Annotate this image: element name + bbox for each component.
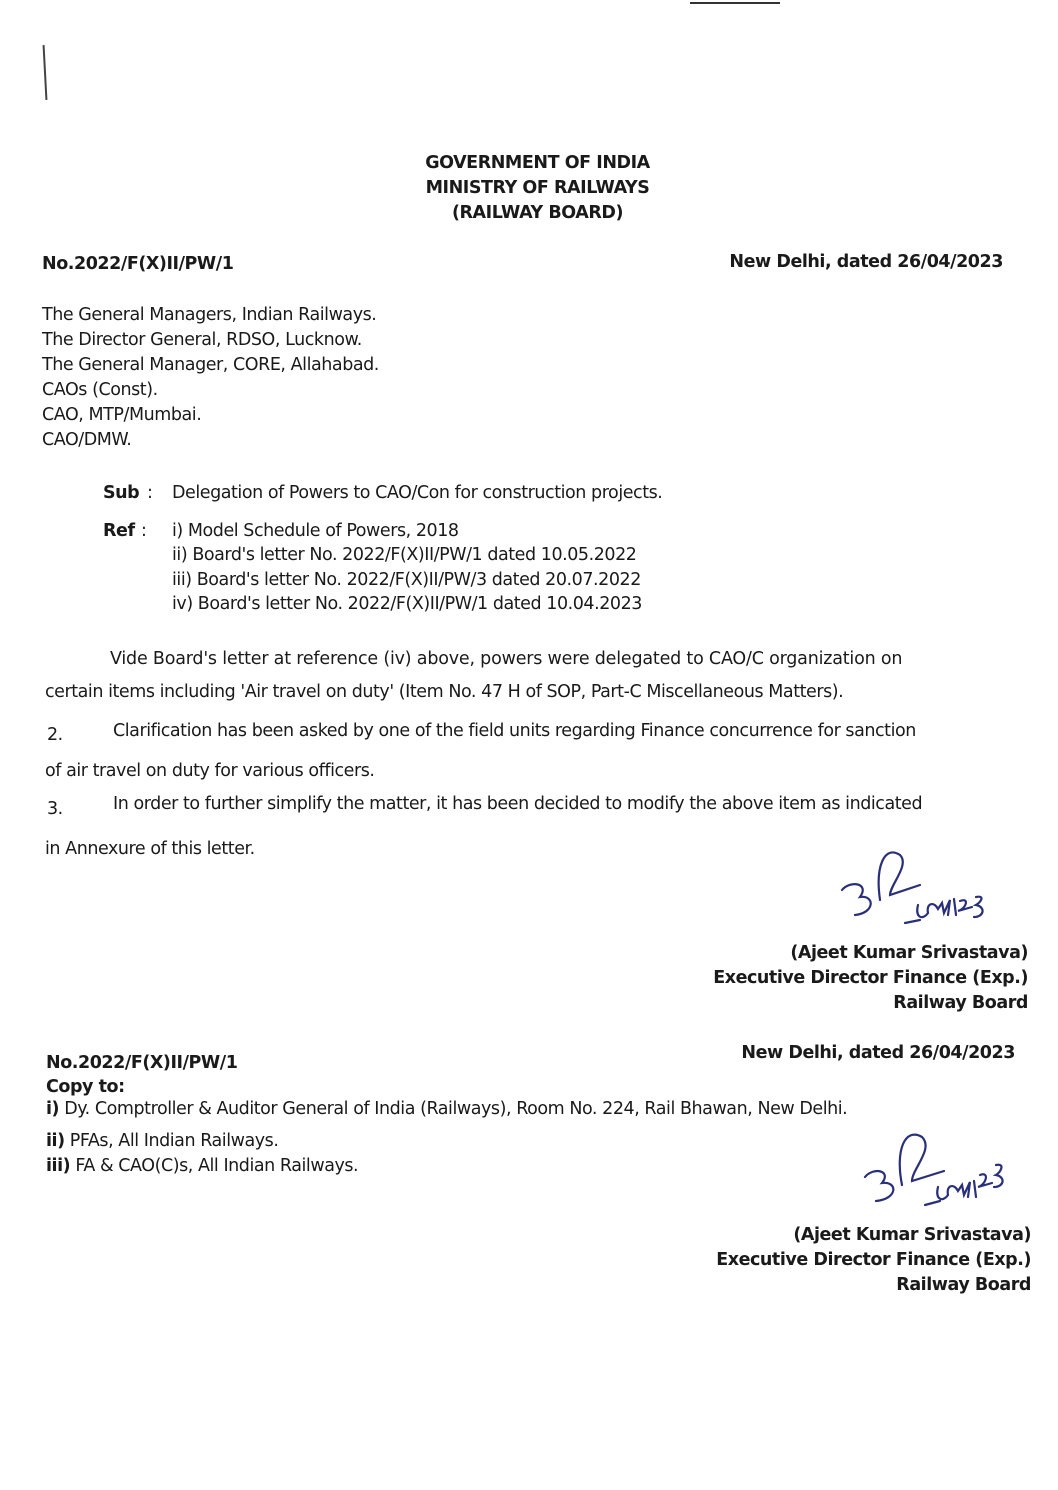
header-government: GOVERNMENT OF INDIA (425, 153, 650, 173)
copy-item (46, 1098, 847, 1120)
paragraph-1-line-2: certain items including 'Air travel on duty' (Item No. 47 H of SOP, Part-C Miscellaneous Matters). (45, 682, 844, 702)
header-board: (RAILWAY BOARD) (451, 203, 623, 223)
copy-letter-number: No.2022/F(X)II/PW/1 (46, 1053, 238, 1073)
addressee: The General Managers, Indian Railways. (42, 305, 377, 325)
paragraph-2-line-1: Clarification has been asked by one of the field units regarding Finance concurrence for sanction (113, 721, 916, 741)
signatory-name: (Ajeet Kumar Srivastava) (790, 943, 1028, 963)
copy-signatory-designation: Executive Director Finance (Exp.) (716, 1250, 1031, 1270)
scan-mark-left (43, 45, 48, 100)
scan-line-top (690, 2, 780, 4)
signatory-office: Railway Board (893, 993, 1028, 1013)
reference-item: ii) Board's letter No. 2022/F(X)II/PW/1 dated 10.05.2022 (172, 545, 637, 565)
reference-item: iv) Board's letter No. 2022/F(X)II/PW/1 dated 10.04.2023 (172, 594, 642, 614)
subject-colon: : (147, 483, 153, 503)
letter-number: No.2022/F(X)II/PW/1 (42, 254, 234, 274)
subject-text: Delegation of Powers to CAO/Con for construction projects. (172, 483, 663, 503)
copy-item (46, 1130, 278, 1152)
header-ministry: MINISTRY OF RAILWAYS (425, 178, 650, 198)
copy-item-number: ii) (46, 1131, 65, 1151)
handwritten-signature (830, 845, 1030, 925)
addressee: CAO, MTP/Mumbai. (42, 405, 202, 425)
addressee: CAO/DMW. (42, 430, 132, 450)
reference-item: i) Model Schedule of Powers, 2018 (172, 521, 459, 541)
copy-item-number: iii) (46, 1156, 71, 1176)
handwritten-signature (840, 1125, 1040, 1210)
reference-label: Ref (103, 521, 135, 541)
subject-label: Sub (103, 483, 140, 503)
copy-to-heading: Copy to: (46, 1077, 125, 1097)
paragraph-3-number: 3. (47, 799, 63, 819)
copy-item-text: PFAs, All Indian Railways. (64, 1131, 279, 1151)
copy-item (46, 1155, 358, 1177)
paragraph-3-line-1: In order to further simplify the matter, it has been decided to modify the above item as indicated (113, 794, 923, 814)
paragraph-2-line-2: of air travel on duty for various officers. (45, 761, 375, 781)
copy-item-text: Dy. Comptroller & Auditor General of India (Railways), Room No. 224, Rail Bhawan, New Delhi. (59, 1099, 848, 1119)
copy-item-text: FA & CAO(C)s, All Indian Railways. (70, 1156, 359, 1176)
reference-item: iii) Board's letter No. 2022/F(X)II/PW/3 dated 20.07.2022 (172, 570, 641, 590)
copy-letter-date: New Delhi, dated 26/04/2023 (741, 1043, 1015, 1063)
copy-signatory-office: Railway Board (896, 1275, 1031, 1295)
reference-colon: : (141, 521, 147, 541)
copy-signatory-name: (Ajeet Kumar Srivastava) (793, 1225, 1031, 1245)
paragraph-2-number: 2. (47, 725, 63, 745)
addressee: CAOs (Const). (42, 380, 158, 400)
addressee: The General Manager, CORE, Allahabad. (42, 355, 379, 375)
signatory-designation: Executive Director Finance (Exp.) (713, 968, 1028, 988)
paragraph-3-line-2: in Annexure of this letter. (45, 839, 255, 859)
paragraph-1-line-1: Vide Board's letter at reference (iv) above, powers were delegated to CAO/C organization on (110, 649, 903, 669)
letter-date: New Delhi, dated 26/04/2023 (729, 252, 1003, 272)
copy-item-number: i) (46, 1099, 60, 1119)
addressee: The Director General, RDSO, Lucknow. (42, 330, 362, 350)
